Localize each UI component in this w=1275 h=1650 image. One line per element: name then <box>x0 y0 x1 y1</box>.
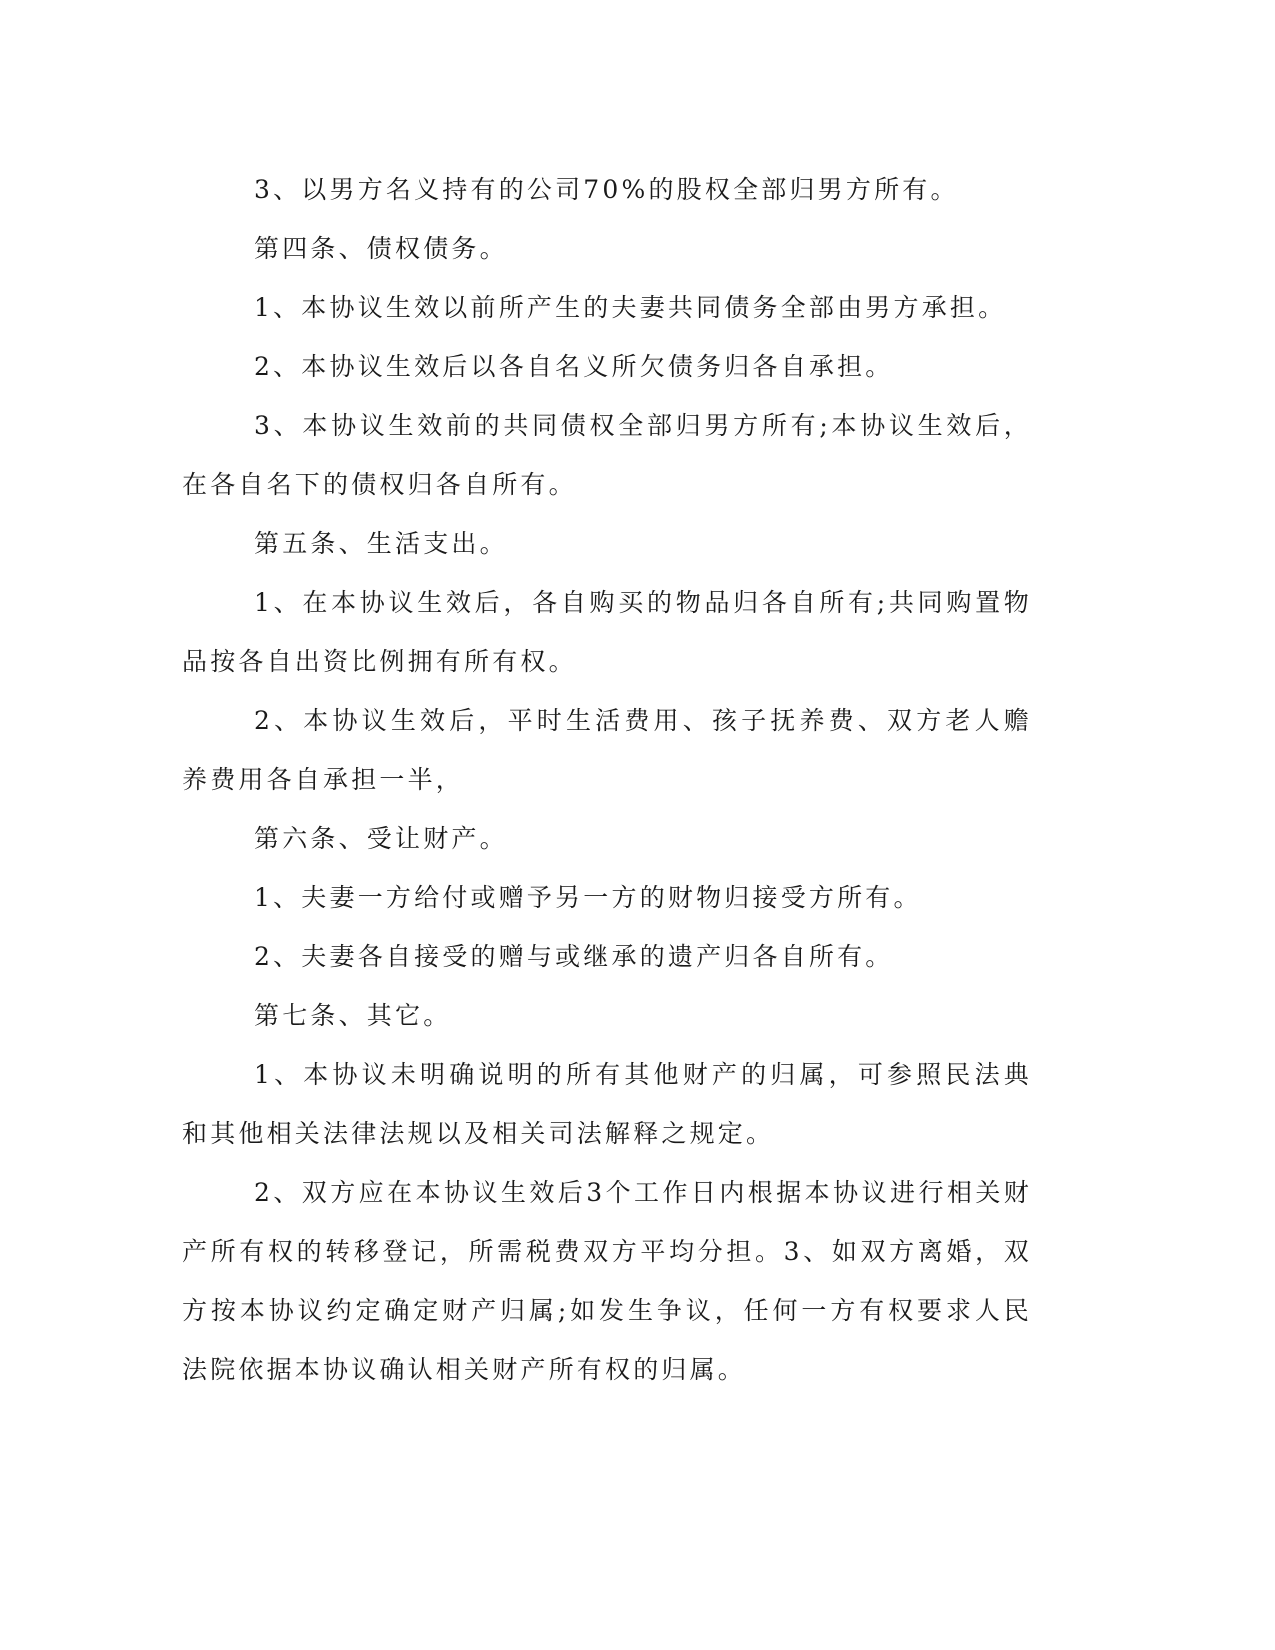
article-7-heading: 第七条、其它。 <box>254 1001 452 1030</box>
paragraph-14: 2、双方应在本协议生效后3个工作日内根据本协议进行相关财产所有权的转移登记，所需税费双方平均分担。3、如双方离婚，双方按本协议约定确定财产归属;如发生争议，任何一方有权要求人民法院依据本协议确认相关财产所有权的归属。 <box>182 1178 1032 1384</box>
paragraph-11: 2、夫妻各自接受的赠与或继承的遗产归各自所有。 <box>254 942 894 971</box>
article-5-heading: 第五条、生活支出。 <box>254 529 508 558</box>
paragraph-4: 2、本协议生效后以各自名义所欠债务归各自承担。 <box>254 352 894 381</box>
article-4-heading: 第四条、债权债务。 <box>254 234 508 263</box>
paragraph-10: 1、夫妻一方给付或赠予另一方的财物归接受方所有。 <box>254 883 922 912</box>
paragraph-7: 1、在本协议生效后，各自购买的物品归各自所有;共同购置物品按各自出资比例拥有所有权。 <box>182 588 1032 676</box>
paragraph-5: 3、本协议生效前的共同债权全部归男方所有;本协议生效后，在各自名下的债权归各自所有。 <box>182 411 1032 499</box>
paragraph-3: 1、本协议生效以前所产生的夫妻共同债务全部由男方承担。 <box>254 293 1007 322</box>
document-body <box>182 160 1032 1399</box>
paragraph-1: 3、以男方名义持有的公司70%的股权全部归男方所有。 <box>254 175 959 204</box>
article-6-heading: 第六条、受让财产。 <box>254 824 508 853</box>
paragraph-8: 2、本协议生效后，平时生活费用、孩子抚养费、双方老人赡养费用各自承担一半， <box>182 706 1032 794</box>
paragraph-13: 1、本协议未明确说明的所有其他财产的归属，可参照民法典和其他相关法律法规以及相关司法解释之规定。 <box>182 1060 1032 1148</box>
